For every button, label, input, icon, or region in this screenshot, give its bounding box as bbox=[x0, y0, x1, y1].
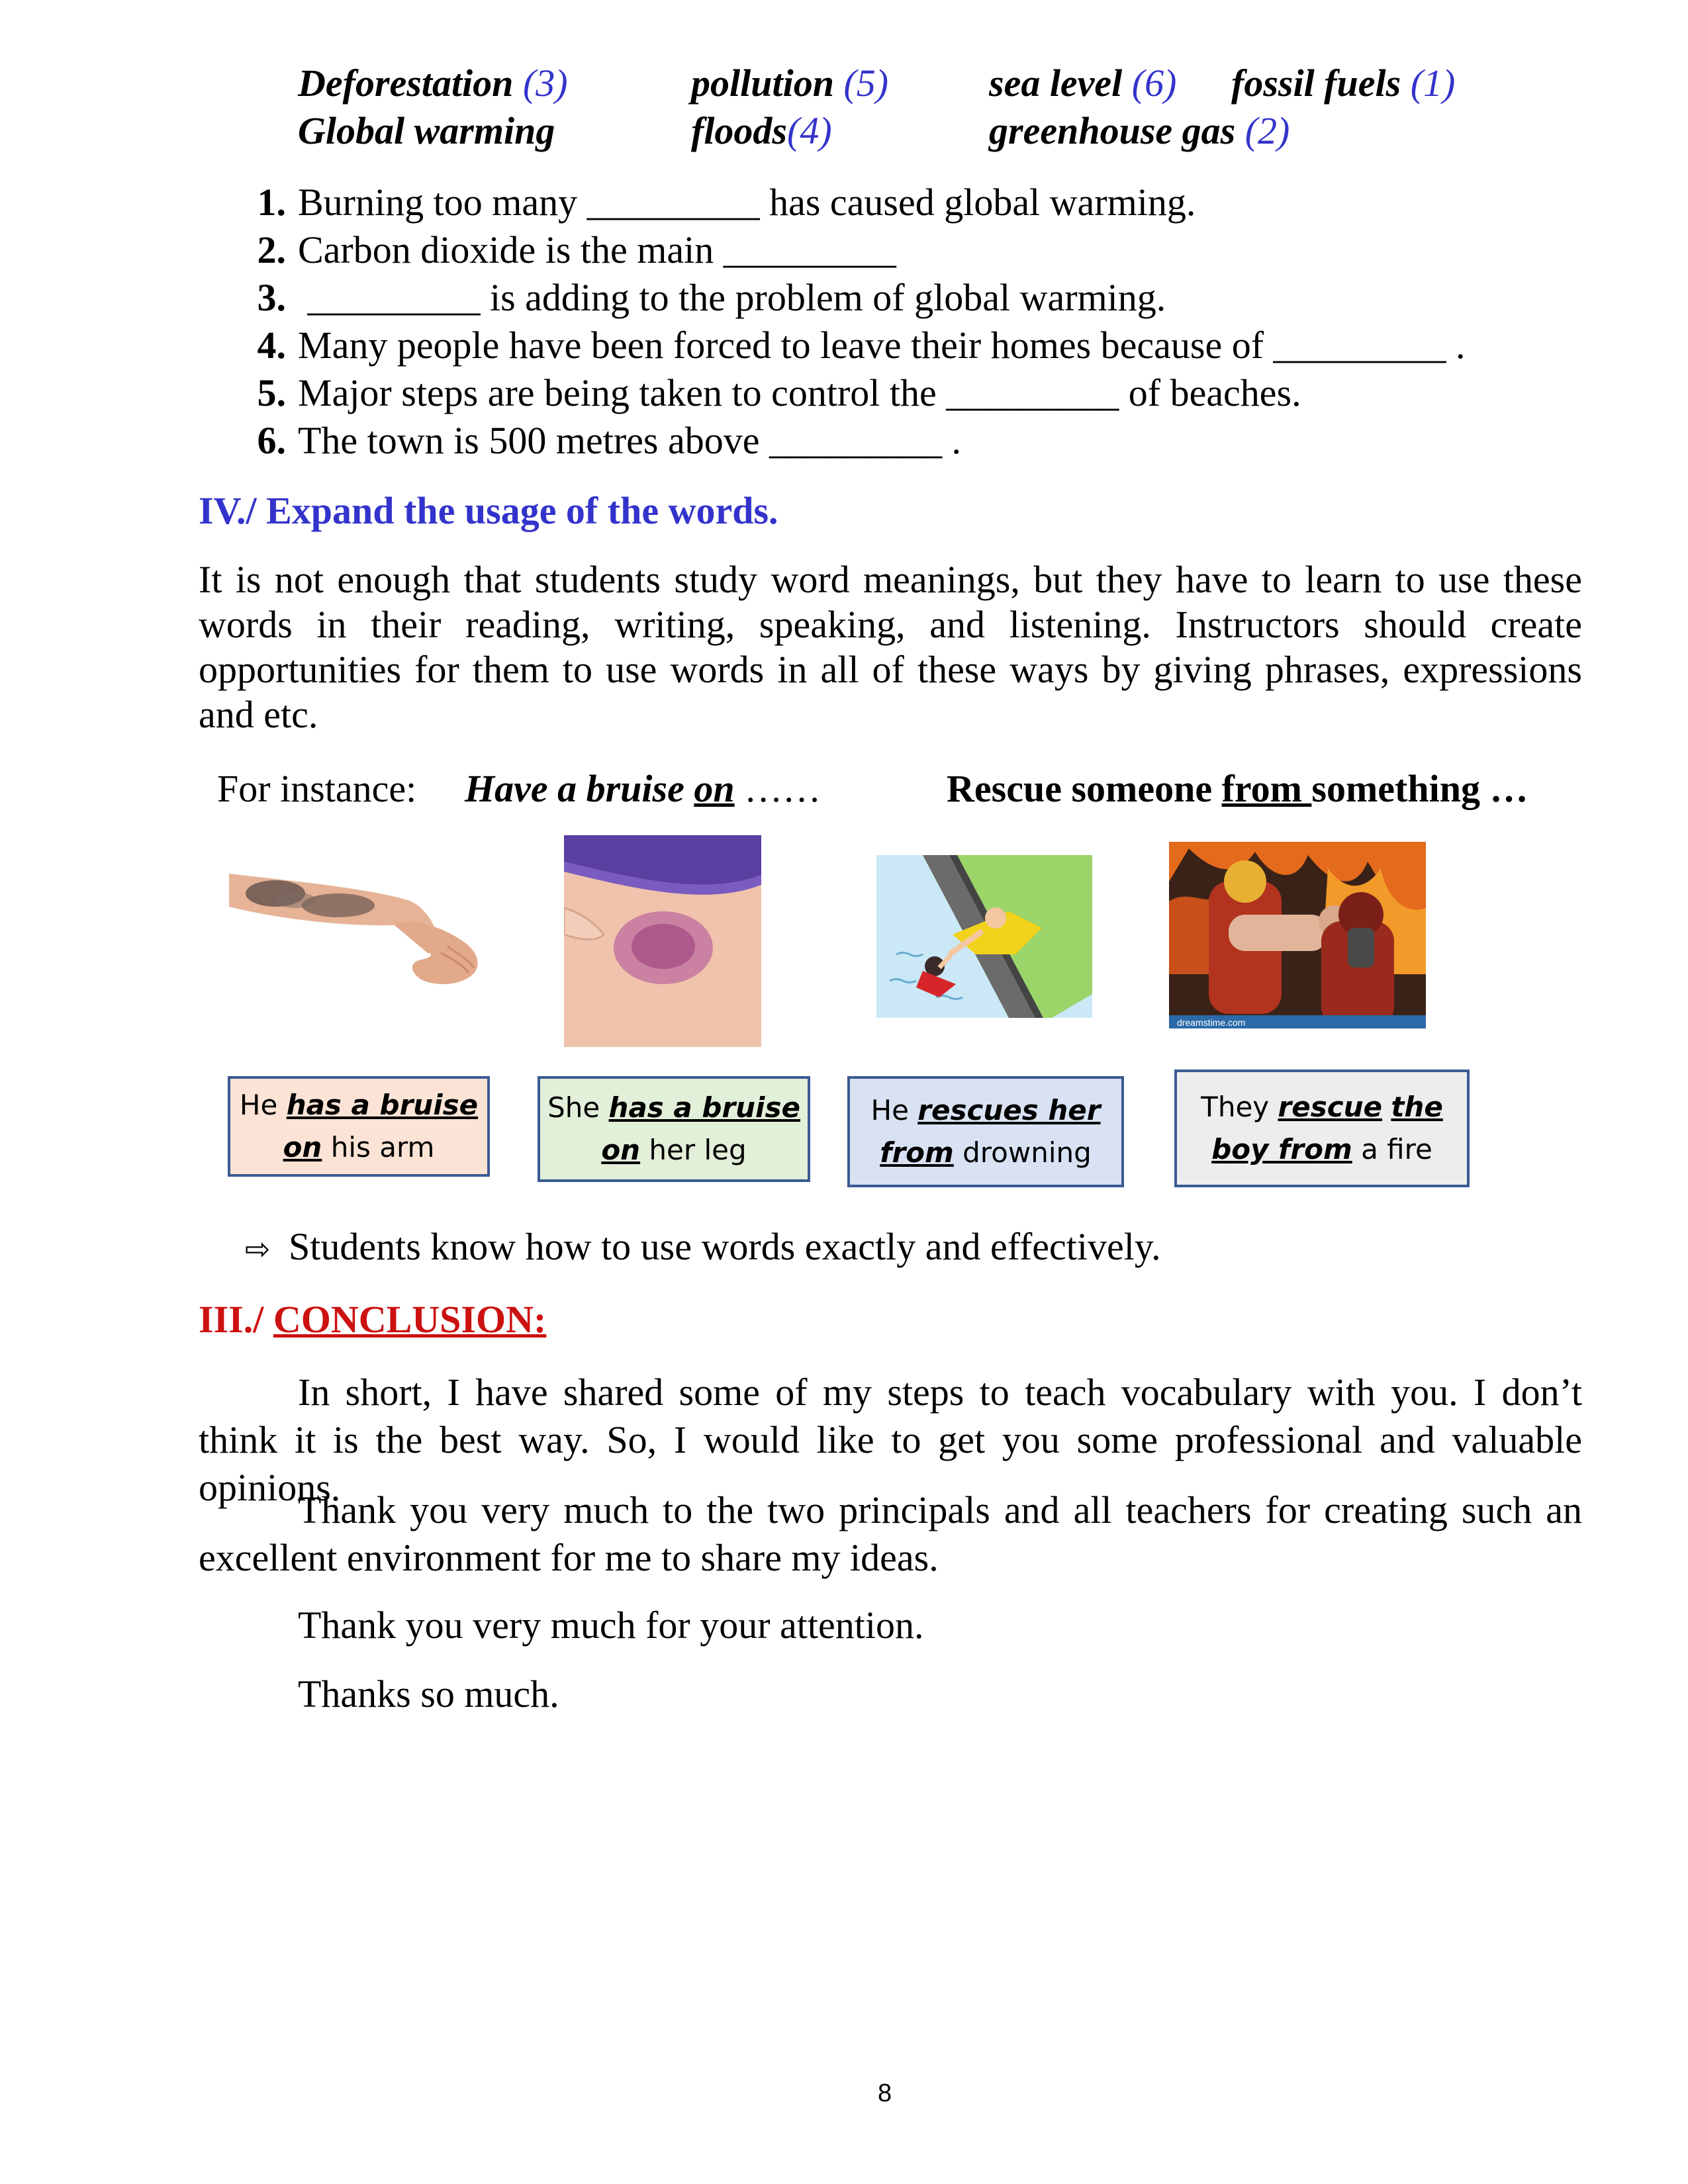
page-number: 8 bbox=[878, 2079, 892, 2107]
exercise-item: 4. Many people have been forced to leave their homes because of _________ . bbox=[257, 324, 1466, 367]
word-bank-item: fossil fuels (1) bbox=[1231, 62, 1456, 105]
right-arrow-icon: ⇨ bbox=[245, 1231, 271, 1267]
phrase-have-a-bruise: Have a bruise on …… bbox=[465, 767, 821, 810]
caption-rescue-drowning: He rescues her from drowning bbox=[847, 1076, 1124, 1187]
word-bank-item: sea level (6) bbox=[989, 62, 1177, 105]
exercise-item: 3. _________ is adding to the problem of global warming. bbox=[257, 276, 1166, 319]
word-bank-item: Global warming bbox=[298, 109, 555, 152]
word-bank-item: floods(4) bbox=[691, 109, 832, 152]
phrase-rescue-someone: Rescue someone from something … bbox=[947, 767, 1528, 810]
word-bank-item: pollution (5) bbox=[691, 62, 889, 105]
section-paragraph: It is not enough that students study word meanings, but they have to learn to use these words in their reading, writing, speaking, and listening. Instructors should create opportunities for them to use words in all of these ways by giving phrases, expressions and etc. bbox=[199, 558, 1582, 736]
exercise-item: 6. The town is 500 metres above _________ . bbox=[257, 419, 961, 462]
word-bank-item: Deforestation (3) bbox=[298, 62, 568, 105]
caption-bruise-arm: He has a bruise on his arm bbox=[228, 1076, 490, 1177]
conclusion-paragraph-1: In short, I have shared some of my steps to teach vocabulary with you. I don’t think it is the best way. So, I would like to get you some professional and valuable opinions. bbox=[199, 1371, 1582, 1509]
firefighter-rescue-image bbox=[1169, 842, 1426, 1028]
conclusion-paragraph-2: Thank you very much to the two principals and all teachers for creating such an excellent environment for me to share my ideas. bbox=[199, 1488, 1582, 1579]
exercise-list bbox=[237, 179, 1466, 465]
watermark-text: dreamstime.com bbox=[1177, 1017, 1246, 1028]
caption-bruise-leg: She has a bruise on her leg bbox=[538, 1076, 810, 1182]
bruised-arm-image bbox=[229, 854, 487, 1006]
bruised-leg-image bbox=[564, 835, 761, 1047]
exercise-item: 1. Burning too many _________ has caused global warming. bbox=[257, 181, 1196, 224]
conclusion-paragraph-4: Thanks so much. bbox=[298, 1672, 559, 1715]
word-bank-item: greenhouse gas (2) bbox=[989, 109, 1290, 152]
exercise-item: 2. Carbon dioxide is the main _________ bbox=[257, 228, 896, 271]
exercise-item: 5. Major steps are being taken to control the _________ of beaches. bbox=[257, 371, 1301, 414]
instance-label: For instance: bbox=[217, 767, 417, 810]
caption-rescue-fire: They rescue the boy from a fire bbox=[1174, 1069, 1470, 1187]
conclusion-note: ⇨ Students know how to use words exactly and effectively. bbox=[245, 1225, 1161, 1268]
conclusion-heading: III./ CONCLUSION: bbox=[199, 1298, 547, 1341]
conclusion-paragraph-3: Thank you very much for your attention. bbox=[298, 1604, 924, 1647]
section-heading: IV./ Expand the usage of the words. bbox=[199, 489, 778, 532]
rescue-drowning-image bbox=[876, 855, 1092, 1018]
